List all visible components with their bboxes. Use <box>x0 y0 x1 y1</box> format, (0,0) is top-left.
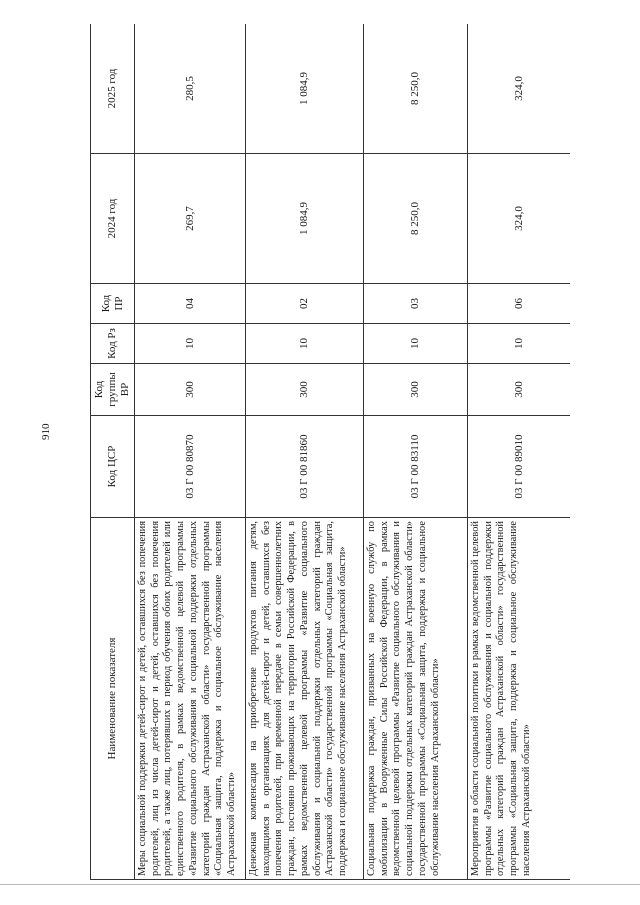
row-vr: 300 <box>246 364 364 416</box>
page-bottom-edge <box>0 884 640 885</box>
row-pr: 03 <box>364 284 468 324</box>
page-number: 910 <box>40 423 52 440</box>
row-2025: 280,5 <box>135 24 246 154</box>
header-vr: Код группы ВР <box>91 364 135 416</box>
header-name: Наименование показателя <box>91 518 135 880</box>
row-csr: 03 Г 00 89010 <box>468 416 571 518</box>
header-2024: 2024 год <box>91 154 135 284</box>
row-rz: 10 <box>246 324 364 364</box>
row-2024: 1 084,9 <box>246 154 364 284</box>
document-page <box>90 24 570 880</box>
header-rz: Код Рз <box>91 324 135 364</box>
row-2024: 324,0 <box>468 154 571 284</box>
row-pr: 02 <box>246 284 364 324</box>
row-name: Мероприятия в области социальной политики в рамках ведомственной целевой программы «Развитие социального обслуживания и социальной поддержки отдельных категорий граждан Астраханской области» государственной программы «Социальная защита, поддержка и социальное обслуживание населения Астраханской области» <box>468 518 571 880</box>
row-name: Денежная компенсация на приобретение продуктов питания детям, находящимся в организациях для детей-сирот и детей, оставшихся без попечения родителей, при временной передаче в семьи совершеннолетних граждан, постоянно проживающих на территории Российской Федерации, в рамках ведомственной целевой программы «Развитие социального обслуживания и социальной поддержки отдельных категорий граждан Астраханской области» государственной программы «Социальная защита, поддержка и социальное обслуживание населения Астраханской области» <box>246 518 364 880</box>
row-rz: 10 <box>364 324 468 364</box>
table-row <box>364 24 468 880</box>
row-2025: 324,0 <box>468 24 571 154</box>
row-vr: 300 <box>135 364 246 416</box>
row-2025: 8 250,0 <box>364 24 468 154</box>
row-name: Меры социальной поддержки детей-сирот и детей, оставшихся без попечения родителей, лиц из числа детей-сирот и детей, оставшихся без попечения родителей, а также лиц, потерявших в период обучения обоих родителей или единственного родителя, в рамках ведомственной целевой программы «Развитие социального обслуживания и социальной поддержки отдельных категорий граждан Астраханской области» государственной программы «Социальная защита, поддержка и социальное обслуживание населения Астраханской области» <box>135 518 246 880</box>
row-csr: 03 Г 00 81860 <box>246 416 364 518</box>
table-header-row <box>91 24 135 880</box>
rotated-table-container <box>90 24 570 880</box>
table-row <box>135 24 246 880</box>
row-csr: 03 Г 00 83110 <box>364 416 468 518</box>
row-vr: 300 <box>468 364 571 416</box>
row-rz: 10 <box>135 324 246 364</box>
row-pr: 06 <box>468 284 571 324</box>
header-csr: Код ЦСР <box>91 416 135 518</box>
row-csr: 03 Г 00 80870 <box>135 416 246 518</box>
row-rz: 10 <box>468 324 571 364</box>
table-row <box>468 24 571 880</box>
table-row <box>246 24 364 880</box>
header-pr: Код ПР <box>91 284 135 324</box>
row-pr: 04 <box>135 284 246 324</box>
row-name: Социальная поддержка граждан, призванных на военную службу по мобилизации в Вооруженные Силы Российской Федерации, в рамках ведомственной целевой программы «Развитие социального обслуживания и социальной поддержки отдельных категорий граждан Астраханской области» государственной программы «Социальная защита, поддержка и социальное обслуживание населения Астраханской области» <box>364 518 468 880</box>
header-2025: 2025 год <box>91 24 135 154</box>
row-2025: 1 084,9 <box>246 24 364 154</box>
row-2024: 8 250,0 <box>364 154 468 284</box>
row-vr: 300 <box>364 364 468 416</box>
row-2024: 269,7 <box>135 154 246 284</box>
budget-table <box>90 24 570 880</box>
